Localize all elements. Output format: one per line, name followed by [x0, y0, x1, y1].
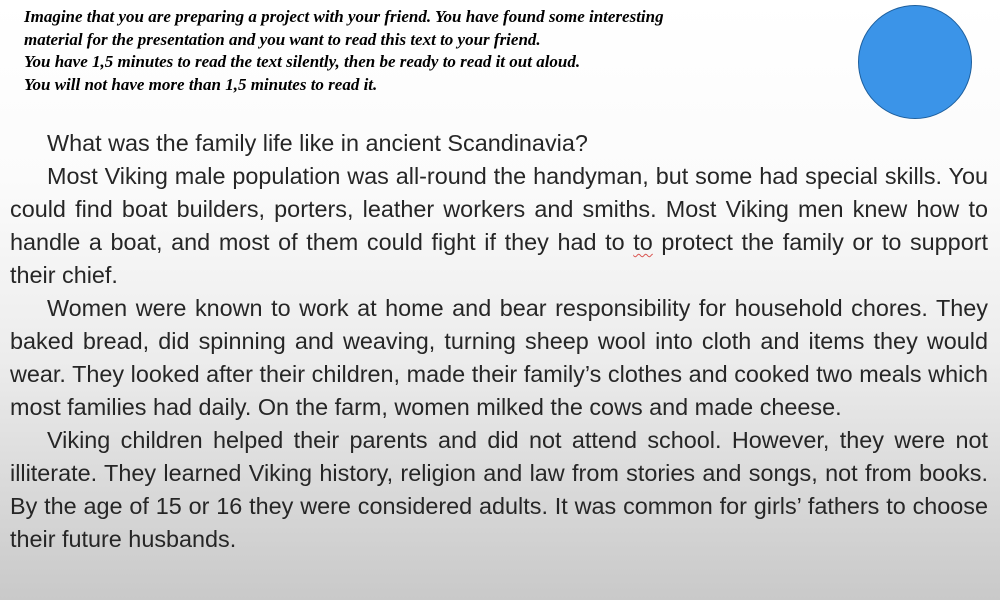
task-instructions: [24, 6, 824, 96]
blue-circle-shape: [858, 5, 972, 119]
paragraph-children: Viking children helped their parents and did not attend school. However, they were not illiterate. They learned Viking history, religion and law from stories and songs, not from books. By the age of 15 or 16 they were considered adults. It was common for girls’ fathers to choose their future husbands.: [10, 427, 988, 552]
paragraph-men: [10, 160, 988, 292]
instruction-line: material for the presentation and you want to read this text to your friend.: [24, 29, 541, 49]
article-body: [10, 127, 988, 556]
instruction-line: Imagine that you are preparing a project with your friend. You have found some interesting: [24, 7, 664, 26]
paragraph-text: protect the family or to support their chief.: [10, 229, 988, 288]
instruction-line: You have 1,5 minutes to read the text silently, then be ready to read it out aloud.: [24, 52, 581, 71]
paragraph-women: Women were known to work at home and bear responsibility for household chores. They baked bread, did spinning and weaving, turning sheep wool into cloth and items they would wear. They looked after their children, made their family’s clothes and cooked two meals which most families had daily. On the farm, women milked the cows and made cheese.: [10, 295, 988, 420]
instruction-line: You will not have more than 1,5 minutes to read it.: [24, 74, 378, 94]
article-title: What was the family life like in ancient Scandinavia?: [47, 130, 588, 156]
spelling-flagged-word: to: [633, 229, 653, 255]
paragraph-text: Most Viking male population was all-round the handyman, but some had special skills. You could find boat builders, porters, leather workers and smiths. Most Viking men knew how to handle a boat, and most of them could fight if they had to: [10, 163, 988, 255]
